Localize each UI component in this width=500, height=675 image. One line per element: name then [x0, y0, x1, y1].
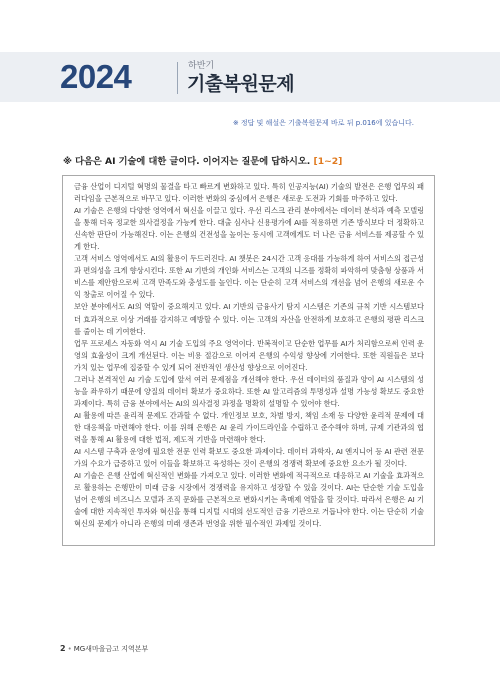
passage-paragraph: 금융 산업이 디지털 혁명의 물결을 타고 빠르게 변화하고 있다. 특히 인공지능(AI) 기술의 발전은 은행 업무의 패러다임을 근본적으로 바꾸고 있다. 이러한 변화의 중심에서 은행은 새로운 도전과 기회를 마주하고 있다. — [74, 182, 424, 204]
header-divider — [177, 62, 178, 94]
question-range: [1~2] — [313, 156, 343, 167]
passage-paragraph: AI 활용에 따른 윤리적 문제도 간과할 수 없다. 개인정보 보호, 차별 방지, 책임 소재 등 다양한 윤리적 문제에 대한 대응책을 마련해야 한다. 이를 위해 은행은 AI 윤리 가이드라인을 수립하고 준수해야 하며, 규제 기관과의 협력을 통해 AI 활용에 대한 법적, 제도적 기반을 마련해야 한다. — [74, 410, 424, 444]
exam-year: 2024 — [60, 58, 132, 95]
passage-paragraph: 업무 프로세스 자동화 역시 AI 기술 도입의 주요 영역이다. 반복적이고 단순한 업무를 AI가 처리함으로써 인력 운영의 효율성이 크게 개선된다. 이는 비용 절감으로 이어져 은행의 수익성 향상에 기여한다. 또한 직원들은 보다 가치 있는 업무에 집중할 수 있게 되어 전반적인 생산성 향상으로 이어진다. — [74, 338, 424, 372]
question-instruction — [63, 156, 342, 168]
question-text: ※ 다음은 AI 기술에 대한 글이다. 이어지는 질문에 답하시오. — [63, 156, 311, 167]
footer-label: MG새마을금고 지역본부 — [73, 645, 149, 653]
page-footer — [60, 644, 148, 654]
passage-paragraph: 그러나 본격적인 AI 기술 도입에 앞서 여러 문제점을 개선해야 한다. 우선 데이터의 품질과 양이 AI 시스템의 성능을 좌우하기 때문에 양질의 데이터 확보가 중요하다. 또한 AI 알고리즘의 투명성과 설명 가능성 확보도 중요한 과제이다. 특히 금융 분야에서는 AI의 의사결정 과정을 명확히 설명할 수 있어야 한다. — [74, 374, 424, 408]
footer-bullet: • — [67, 645, 72, 653]
passage-paragraph: 보안 분야에서도 AI의 역할이 중요해지고 있다. AI 기반의 금융사기 탐지 시스템은 기존의 규칙 기반 시스템보다 더 효과적으로 이상 거래를 감지하고 예방할 수 있다. 이는 고객의 자산을 안전하게 보호하고 은행의 평판 리스크를 줄이는 데 기여한다. — [74, 302, 424, 336]
answer-note: ※ 정답 및 해설은 기출복원문제 바로 뒤 p.016에 있습니다. — [232, 119, 414, 127]
passage-paragraph: AI 기술은 은행 산업에 혁신적인 변화를 가져오고 있다. 이러한 변화에 적극적으로 대응하고 AI 기술을 효과적으로 활용하는 은행만이 미래 금융 시장에서 경쟁력을 유지하고 성장할 수 있을 것이다. AI는 단순한 기술 도입을 넘어 은행의 비즈니스 모델과 조직 문화를 근본적으로 변화시키는 촉매제 역할을 할 것이다. 따라서 은행은 AI 기술에 대한 지속적인 투자와 혁신을 통해 디지털 시대의 선도적인 금융 기관으로 거듭나야 한다. 이는 단순히 기술 혁신의 문제가 아니라 은행의 미래 생존과 번영을 위한 필수적인 과제일 것이다. — [74, 471, 424, 529]
passage-paragraph: 고객 서비스 영역에서도 AI의 활용이 두드러진다. AI 챗봇은 24시간 고객 응대를 가능하게 하여 서비스의 접근성과 편의성을 크게 향상시킨다. 또한 AI 기반의 개인화 서비스는 고객의 니즈를 정확히 파악하여 맞춤형 상품과 서비스를 제안함으로써 고객 만족도와 충성도를 높인다. 이는 단순히 고객 서비스의 개선을 넘어 은행의 새로운 수익 창출로 이어질 수 있다. — [74, 254, 424, 300]
page-title: 기출복원문제 — [187, 73, 295, 95]
page-number: 2 — [60, 644, 66, 653]
passage-paragraph: AI 시스템 구축과 운영에 필요한 전문 인력 확보도 중요한 과제이다. 데이터 과학자, AI 엔지니어 등 AI 관련 전문가의 수요가 급증하고 있어 이들을 확보하고 육성하는 것이 은행의 경쟁력 확보에 중요한 요소가 될 것이다. — [74, 447, 424, 469]
passage-box — [62, 175, 435, 546]
exam-half-label: 하반기 — [188, 61, 215, 71]
passage-paragraph: AI 기술은 은행의 다양한 영역에서 혁신을 이끌고 있다. 우선 리스크 관리 분야에서는 데이터 분석과 예측 모델링을 통해 더욱 정교한 의사결정을 가능케 한다. 대출 심사나 신용평가에 AI를 적용하면 기존 방식보다 더 정확하고 신속한 판단이 가능해진다. 이는 은행의 건전성을 높이는 동시에 고객에게도 더 나은 금융 서비스를 제공할 수 있게 한다. — [74, 206, 424, 252]
